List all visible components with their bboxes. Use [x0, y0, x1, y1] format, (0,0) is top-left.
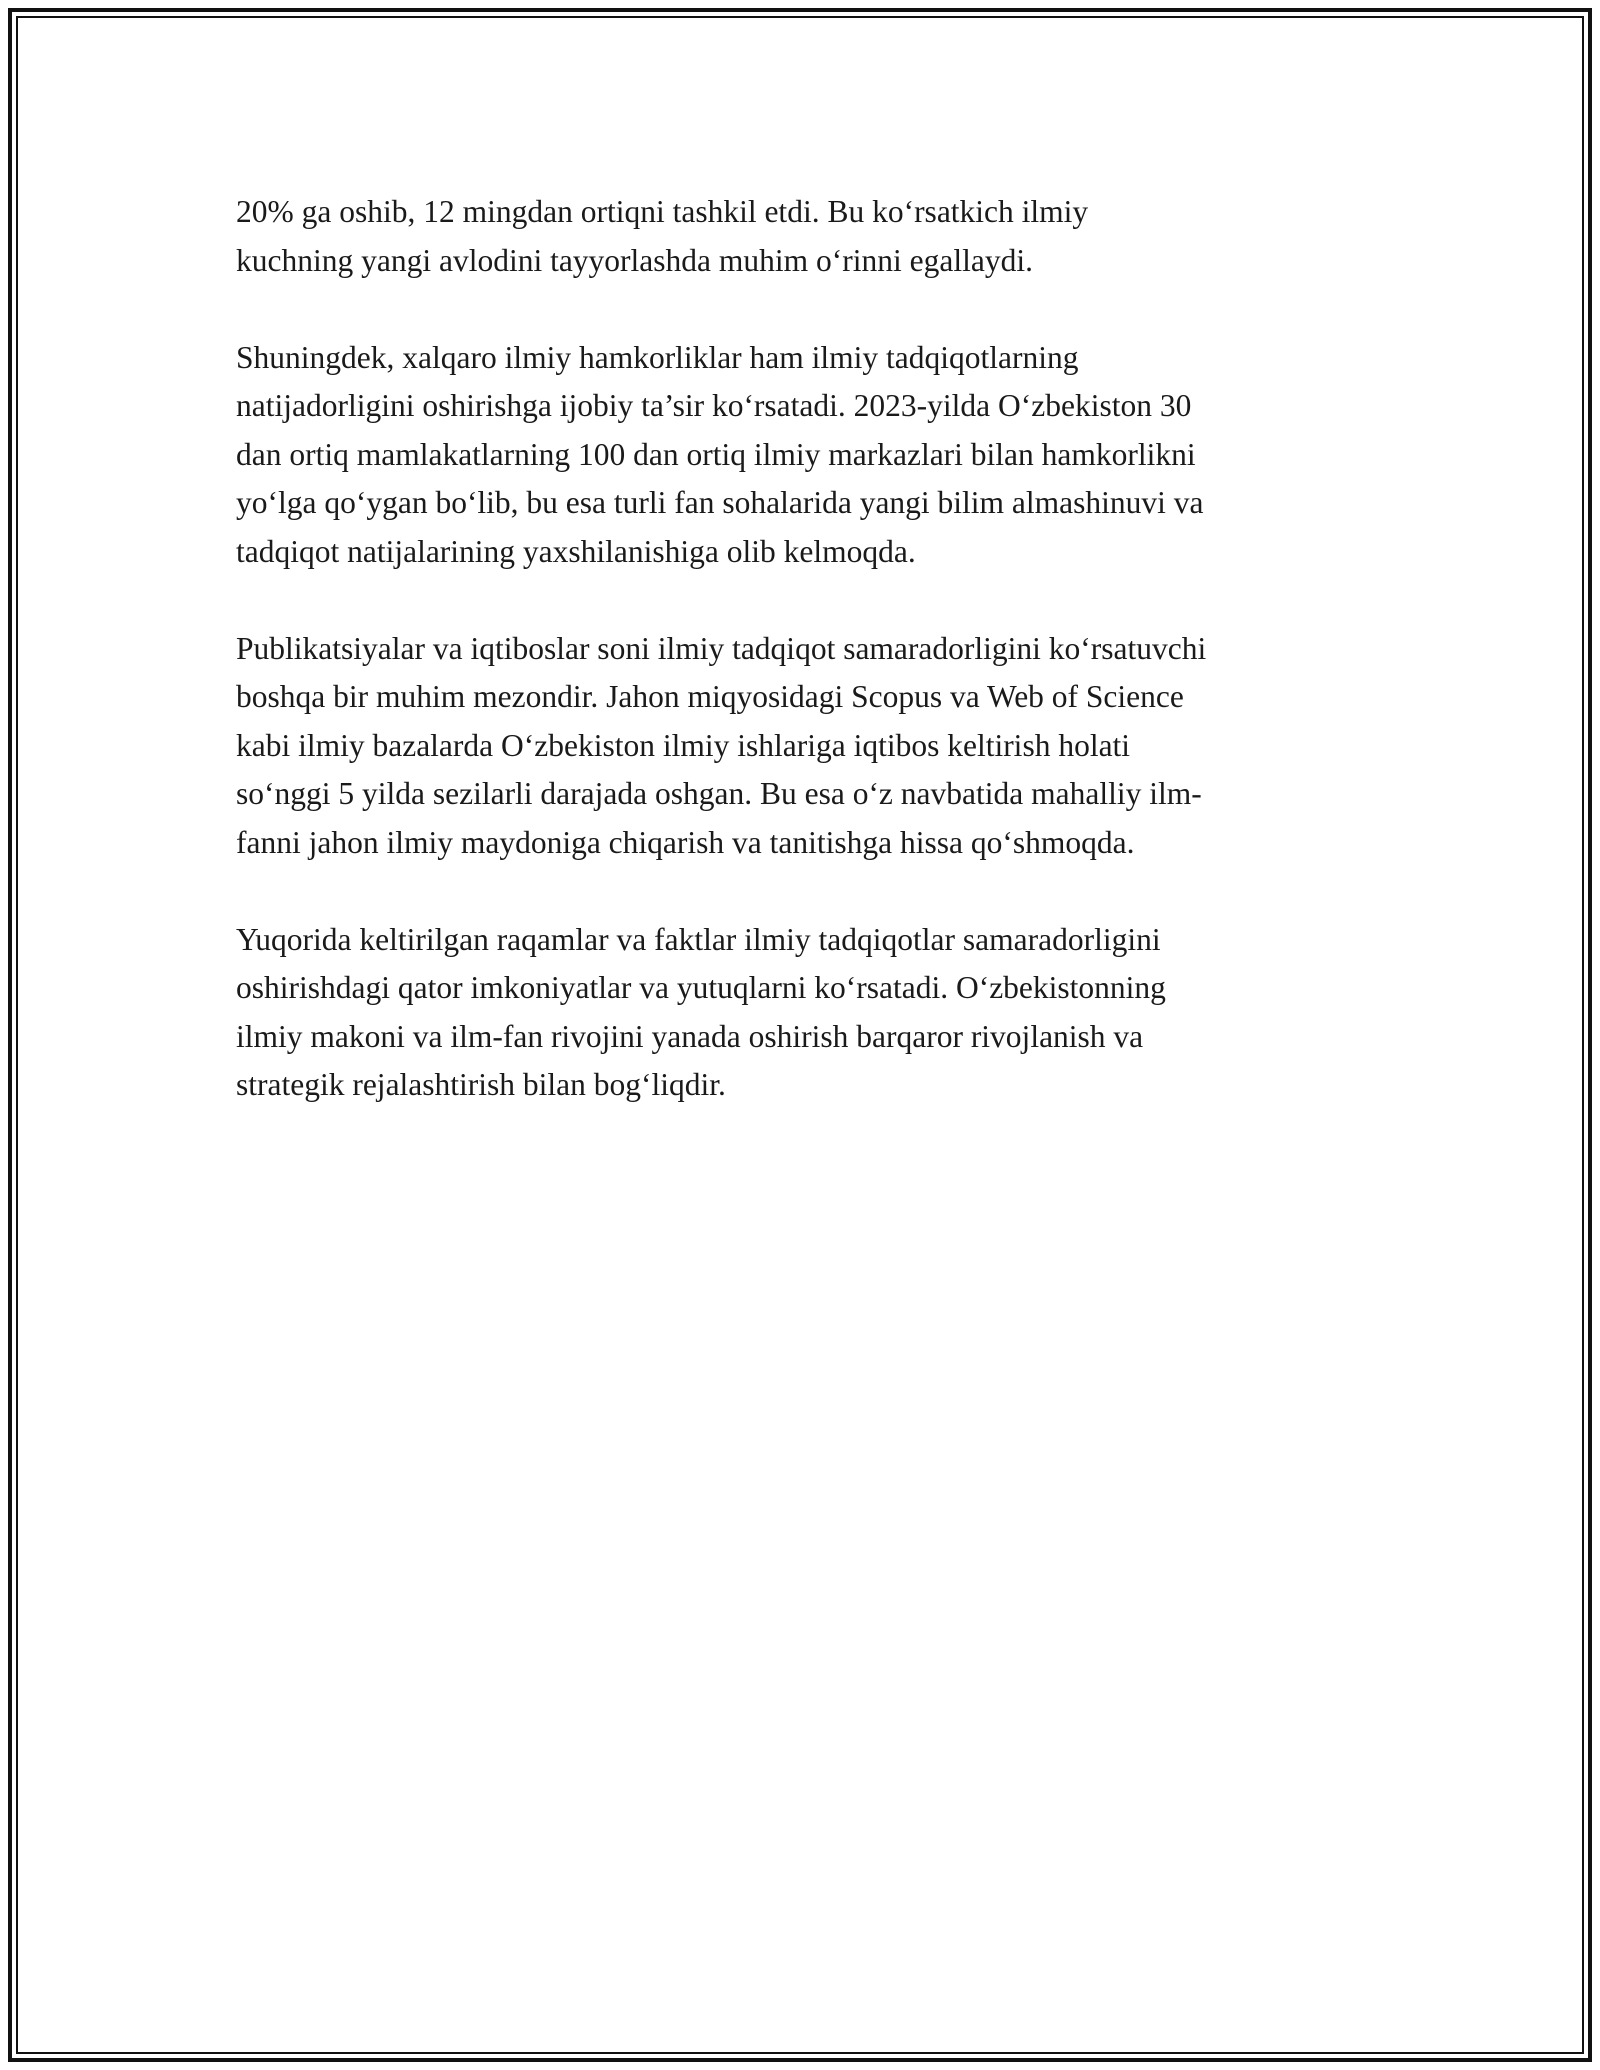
text-line: Shuningdek, xalqaro ilmiy hamkorliklar ham ilmiy tadqiqotlarning [236, 339, 1079, 375]
text-line: dan ortiq mamlakatlarning 100 dan ortiq ilmiy markazlari bilan hamkorlikni [236, 436, 1196, 472]
paragraph-3 [236, 625, 1376, 868]
text-line: tadqiqot natijalarining yaxshilanishiga olib kelmoqda. [236, 533, 916, 569]
text-line: natijadorligini oshirishga ijobiy ta’sir ko‘rsatadi. 2023-yilda O‘zbekiston 30 [236, 388, 1192, 423]
text-line: Publikatsiyalar va iqtiboslar soni ilmiy tadqiqot samaradorligini ko‘rsatuvchi [236, 630, 1207, 666]
text-line: boshqa bir muhim mezondir. Jahon miqyosidagi Scopus va Web of Science [236, 679, 1184, 714]
paragraph-2 [236, 334, 1376, 577]
text-line: kuchning yangi avlodini tayyorlashda muhim o‘rinni egallaydi. [236, 242, 1033, 278]
text-line: fanni jahon ilmiy maydoniga chiqarish va tanitishga hissa qo‘shmoqda. [236, 824, 1135, 860]
text-line: 20% ga oshib, 12 mingdan ortiqni tashkil etdi. Bu ko‘rsatkich ilmiy [236, 194, 1089, 229]
text-line: so‘nggi 5 yilda sezilarli darajada oshgan. Bu esa o‘z navbatida mahalliy ilm- [236, 776, 1202, 811]
text-line: ilmiy makoni va ilm-fan rivojini yanada oshirish barqaror rivojlanish va [236, 1018, 1144, 1054]
text-line: oshirishdagi qator imkoniyatlar va yutuqlarni ko‘rsatadi. O‘zbekistonning [236, 970, 1166, 1005]
paragraph-4 [236, 916, 1376, 1110]
paragraph-1 [236, 188, 1376, 285]
text-line: strategik rejalashtirish bilan bog‘liqdir. [236, 1067, 726, 1102]
document-body [236, 188, 1376, 1158]
text-line: Yuqorida keltirilgan raqamlar va faktlar ilmiy tadqiqotlar samaradorligini [236, 921, 1161, 957]
text-line: yo‘lga qo‘ygan bo‘lib, bu esa turli fan sohalarida yangi bilim almashinuvi va [236, 485, 1204, 520]
text-line: kabi ilmiy bazalarda O‘zbekiston ilmiy ishlariga iqtibos keltirish holati [236, 727, 1131, 763]
